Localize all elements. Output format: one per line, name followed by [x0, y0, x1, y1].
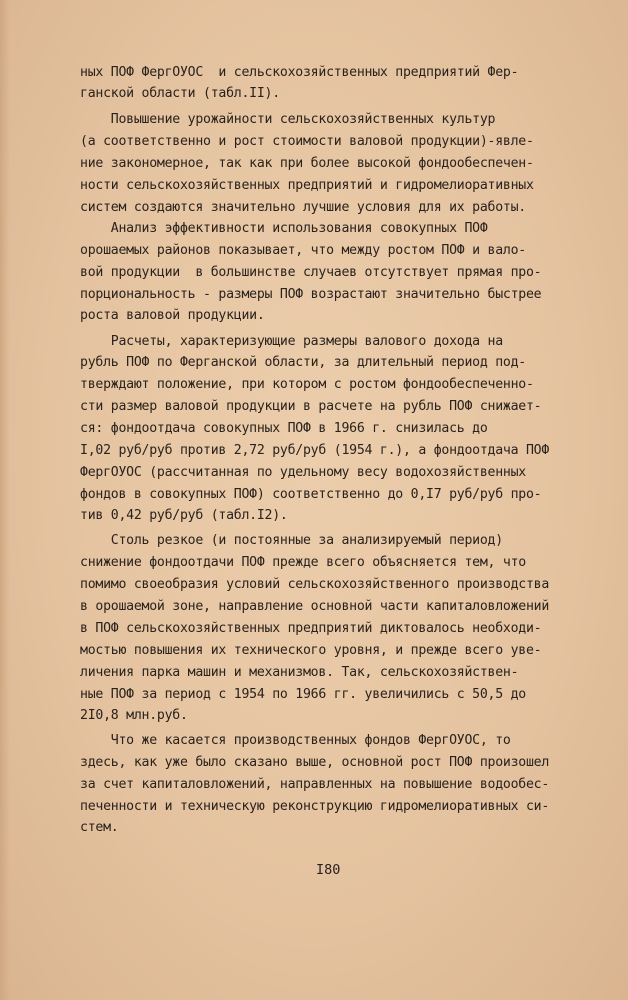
text-line: орошаемых районов показывает, что между ростом ПОФ и вало- — [80, 243, 526, 258]
text-line: печенности и техническую реконструкцию гидромелиоративных си- — [80, 799, 550, 814]
text-line: сти размер валовой продукции в расчете на рубль ПОФ снижает- — [80, 399, 542, 414]
text-line: Столь резкое (и постоянные за анализируемый период) — [80, 533, 503, 548]
text-line: Анализ эффективности использования совокупных ПОФ — [80, 221, 488, 236]
text-line: ности сельскохозяйственных предприятий и гидромелиоративных — [80, 178, 534, 193]
text-line: ние закономерное, так как при более высокой фондообеспечен- — [80, 156, 534, 171]
text-line: Что же касается производственных фондов ФергОУОС, то — [80, 733, 511, 748]
text-line: личения парка машин и механизмов. Так, сельскохозяйствен- — [80, 665, 519, 680]
text-line: Повышение урожайности сельскохозяйственных культур — [80, 112, 496, 127]
text-line: тверждают положение, при котором с ростом фондообеспеченно- — [80, 377, 534, 392]
text-line: ся: фондоотдача совокупных ПОФ в 1966 г. снизилась до — [80, 421, 488, 436]
text-line: ФергОУОС (рассчитанная по удельному весу водохозяйственных — [80, 465, 526, 480]
text-line: тив 0,42 руб/руб (табл.I2). — [80, 508, 288, 523]
text-line: вой продукции в большинстве случаев отсутствует прямая про- — [80, 265, 542, 280]
text-line: систем создаются значительно лучшие условия для их работы. — [80, 200, 526, 215]
text-line: за счет капиталовложений, направленных на повышение водообес- — [80, 777, 550, 792]
text-line: стем. — [80, 820, 119, 835]
text-line: здесь, как уже было сказано выше, основной рост ПОФ произошел — [80, 755, 550, 770]
text-line: в ПОФ сельскохозяйственных предприятий диктовалось необходи- — [80, 621, 542, 636]
text-line: 2I0,8 млн.руб. — [80, 708, 188, 723]
text-line: порциональность - размеры ПОФ возрастают значительно быстрее — [80, 287, 542, 302]
text-line: ных ПОФ ФергОУОС и сельскохозяйственных предприятий Фер- — [80, 65, 519, 80]
text-line: рубль ПОФ по Ферганской области, за длительный период под- — [80, 355, 526, 370]
text-line: роста валовой продукции. — [80, 308, 265, 323]
text-line: I,02 руб/руб против 2,72 руб/руб (1954 г.), а фондоотдача ПОФ — [80, 443, 550, 458]
page-number: I80 — [316, 862, 341, 878]
text-line: ганской области (табл.II). — [80, 86, 280, 101]
text-line: в орошаемой зоне, направление основной части капиталовложений — [80, 599, 550, 614]
text-line: помимо своеобразия условий сельскохозяйственного производства — [80, 577, 550, 592]
text-line: (а соответственно и рост стоимости валовой продукции)-явле- — [80, 134, 534, 149]
text-line: фондов в совокупных ПОФ) соответственно до 0,I7 руб/руб про- — [80, 487, 542, 502]
text-line: Расчеты, характеризующие размеры валового дохода на — [80, 334, 503, 349]
text-line: мостью повышения их технического уровня, и прежде всего уве- — [80, 643, 542, 658]
text-line: ные ПОФ за период с 1954 по 1966 гг. увеличились с 50,5 до — [80, 687, 526, 702]
text-line: снижение фондоотдачи ПОФ прежде всего объясняется тем, что — [80, 555, 526, 570]
